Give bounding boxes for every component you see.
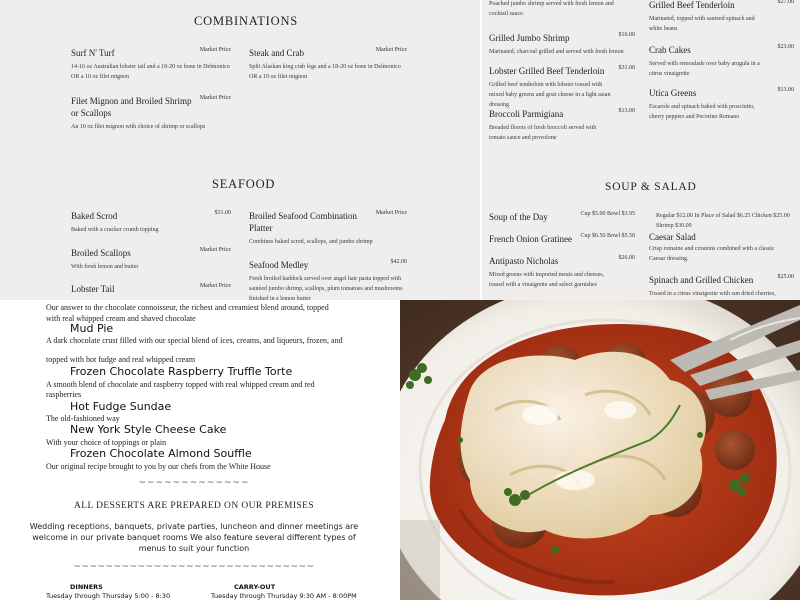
menu-item — [489, 0, 614, 19]
menu-item-price: Market Price — [375, 210, 407, 216]
section-title-seafood: SEAFOOD — [212, 177, 276, 191]
menu-item-desc: Combines baked scrod, scallops, and jumbo shrimp — [249, 239, 373, 245]
menu-item-price: Market Price — [199, 247, 231, 253]
menu-item-desc: Mixed greens with imported meats and cheeses, tossed with a vinaigrette and select garnishes — [489, 272, 605, 288]
menu-item-desc: 14-16 oz Australian lobster tail and a 18-20 oz bone in Delmonico OR a 10 oz filet mignon — [71, 64, 230, 80]
menu-item-name: Antipasto Nicholas — [489, 256, 559, 266]
dessert-desc-line: raspberries — [46, 390, 82, 399]
menu-panel-desserts — [0, 300, 400, 600]
events-line: menus to suit your function — [138, 544, 250, 553]
menu-item-desc: Escarole and spinach baked with prosciutto, cherry peppers and Pecorino Romano — [649, 104, 755, 120]
dessert-desc-line: with real whipped cream and shaved chocolate — [46, 314, 196, 323]
menu-item-price: Cup $6.50 Bowl $5.50 — [580, 233, 635, 239]
dessert-desc-line: A smooth blend of chocolate and raspberry topped with real whipped cream and red — [46, 380, 315, 389]
food-photo — [400, 300, 800, 600]
menu-item — [71, 247, 231, 272]
events-line: Wedding receptions, banquets, private parties, luncheon and dinner meetings are — [29, 522, 359, 531]
menu-item-price: $25.00 — [777, 274, 794, 280]
menu-item-desc: Fresh broiled haddock served over angel hair pasta topped with sautéed jumbo shrimp, scallops, plum tomatoes and mushrooms finished in a lemon butter — [249, 276, 403, 300]
menu-item-desc: Marinated, charcoal grilled and served with fresh lemon — [489, 49, 624, 55]
menu-item-name: Broccoli Parmigiana — [489, 109, 564, 119]
menu-item-desc: Marinated, topped with sauteed spinach and white beans — [649, 16, 755, 32]
menu-item-desc: Breaded florets of fresh broccoli served with tomato sauce and provolone — [489, 125, 597, 141]
menu-item — [249, 210, 407, 247]
menu-item-name: Lobster Tail — [71, 284, 115, 294]
premises-notice: ALL DESSERTS ARE PREPARED ON OUR PREMISES — [73, 501, 314, 511]
menu-item-name: Grilled Beef Tenderloin — [649, 0, 735, 10]
menu-item-name: Caesar Salad — [649, 232, 696, 242]
menu-item — [249, 259, 407, 300]
divider: ~~~~~~~~~~~~~ — [138, 478, 250, 488]
menu-item-name: Soup of the Day — [489, 212, 548, 222]
menu-item-price: $13.00 — [777, 87, 794, 93]
menu-item-name: Steak and Crab — [249, 48, 304, 58]
menu-item-price: Cup $5.00 Bowl $3.95 — [580, 211, 635, 217]
menu-item — [649, 87, 794, 122]
dessert-name: New York Style Cheese Cake — [70, 423, 227, 436]
dessert-desc-line: The old-fashioned way — [46, 414, 120, 423]
menu-item-name: Crab Cakes — [649, 45, 691, 55]
menu-item-price: $42.00 — [390, 259, 407, 265]
menu-item-desc: Baked with a cracker crumb topping — [71, 227, 159, 233]
menu-item-name: Broiled Scallops — [71, 248, 131, 258]
menu-item-price: Market Price — [375, 47, 407, 53]
menu-item-price: $26.00 — [618, 255, 635, 261]
hours-heading-dinners: DINNERS — [70, 583, 103, 591]
menu-panel-combinations — [0, 0, 480, 300]
hours-text-carry-out: Tuesday through Thursday 9:30 AM - 8:00PM — [211, 592, 357, 600]
dessert-name: Mud Pie — [70, 322, 114, 335]
menu-item — [71, 210, 231, 235]
menu-item-price: $31.00 — [618, 65, 635, 71]
menu-item-price: $27.00 — [777, 0, 794, 5]
menu-item-name: Baked Scrod — [71, 211, 118, 221]
caesar-prices — [656, 211, 794, 231]
dessert-name: Frozen Chocolate Raspberry Truffle Torte — [70, 365, 293, 378]
menu-item-name: Seafood Medley — [249, 260, 309, 270]
menu-item-name: Lobster Grilled Beef Tenderloin — [489, 66, 605, 76]
menu-item — [649, 0, 794, 34]
menu-item-name: Filet Mignon and Broiled Shrimp or Scallops — [71, 96, 192, 118]
menu-item-name: Grilled Jumbo Shrimp — [489, 33, 570, 43]
menu-item-name: French Onion Gratinee — [489, 234, 572, 244]
section-title-combinations: COMBINATIONS — [194, 14, 299, 28]
menu-item-name: Surf N' Turf — [71, 48, 115, 58]
menu-item — [71, 47, 231, 82]
dessert-desc-line: Our original recipe brought to you by our chefs from the White House — [46, 462, 271, 471]
menu-item — [489, 65, 635, 110]
menu-item — [489, 108, 635, 143]
menu-item — [489, 255, 635, 290]
menu-item — [249, 47, 407, 82]
menu-item-price: Regular $12.00 In Place of Salad $6.25 Chicken $25.00 Shrimp $30.00 — [656, 213, 790, 229]
dessert-desc-line: Our answer to the chocolate connoisseur, the richest and creamiest blend around, topped — [46, 303, 329, 312]
dessert-desc-line: topped with hot fudge and real whipped cream — [46, 355, 196, 364]
menu-item — [71, 95, 231, 132]
menu-item-name: Utica Greens — [649, 88, 697, 98]
menu-item-price: Market Price — [199, 47, 231, 53]
dessert-desc-line: With your choice of toppings or plain — [46, 438, 167, 447]
menu-item-desc: An 10 oz filet mignon with choice of shrimp or scallops — [71, 124, 206, 130]
menu-item-desc: With fresh lemon and butter — [71, 264, 139, 270]
menu-item-desc: Poached jumbo shrimp served with fresh lemon and cocktail sauce. — [489, 1, 614, 17]
menu-item-name: Spinach and Grilled Chicken — [649, 275, 754, 285]
menu-item — [489, 32, 635, 57]
menu-item — [71, 283, 231, 295]
menu-item-price: Market Price — [199, 95, 231, 101]
menu-item-price: $13.00 — [618, 108, 635, 114]
menu-item-price: $23.00 — [777, 44, 794, 50]
menu-item-price: $31.00 — [214, 210, 231, 216]
menu-item — [649, 274, 794, 299]
menu-item — [489, 211, 635, 223]
menu-item-price: Market Price — [199, 283, 231, 289]
menu-item — [489, 233, 635, 245]
menu-item-desc: Tossed in a citrus vinaigrette with sun dried cherries, — [649, 291, 776, 297]
menu-item-desc: Split Alaskan king crab legs and a 18-20 oz bone in Delmonico OR a 10 oz filet mignon — [249, 64, 401, 80]
divider: ~~~~~~~~~~~~~~~~~~~~~~~~~~~~~~ — [73, 562, 315, 572]
hours-heading-carry-out: CARRY-OUT — [234, 583, 276, 591]
menu-item-price: $16.00 — [618, 32, 635, 38]
menu-panel-soup-salad — [480, 0, 800, 300]
dessert-desc-line: A dark chocolate crust filled with our special blend of ices, creams, and liqueurs, frozen, and — [46, 336, 343, 345]
menu-item-desc: Served with remoulade over baby arugula in a citrus vinaigrette — [649, 61, 760, 77]
dessert-name: Hot Fudge Sundae — [70, 400, 172, 413]
food-photo-icon — [400, 300, 800, 600]
hours-text-dinners: Tuesday through Thursday 5:00 - 8:30 — [46, 592, 171, 600]
menu-item-name: Broiled Seafood Combination Platter — [249, 211, 357, 233]
dessert-name: Frozen Chocolate Almond Souffle — [70, 447, 252, 460]
menu-item — [649, 231, 794, 264]
menu-item-desc: Grilled beef tenderloin with lobster tossed with mixed baby greens and goat cheese in a light asian dressing — [489, 82, 611, 108]
section-title-soup-salad: SOUP & SALAD — [605, 181, 697, 193]
menu-item — [649, 44, 794, 79]
menu-item-desc: Crisp romaine and croutons combined with a classic Caesar dressing. — [649, 246, 775, 262]
events-line: welcome in our private banquet rooms We also feature several different types of — [32, 533, 356, 542]
